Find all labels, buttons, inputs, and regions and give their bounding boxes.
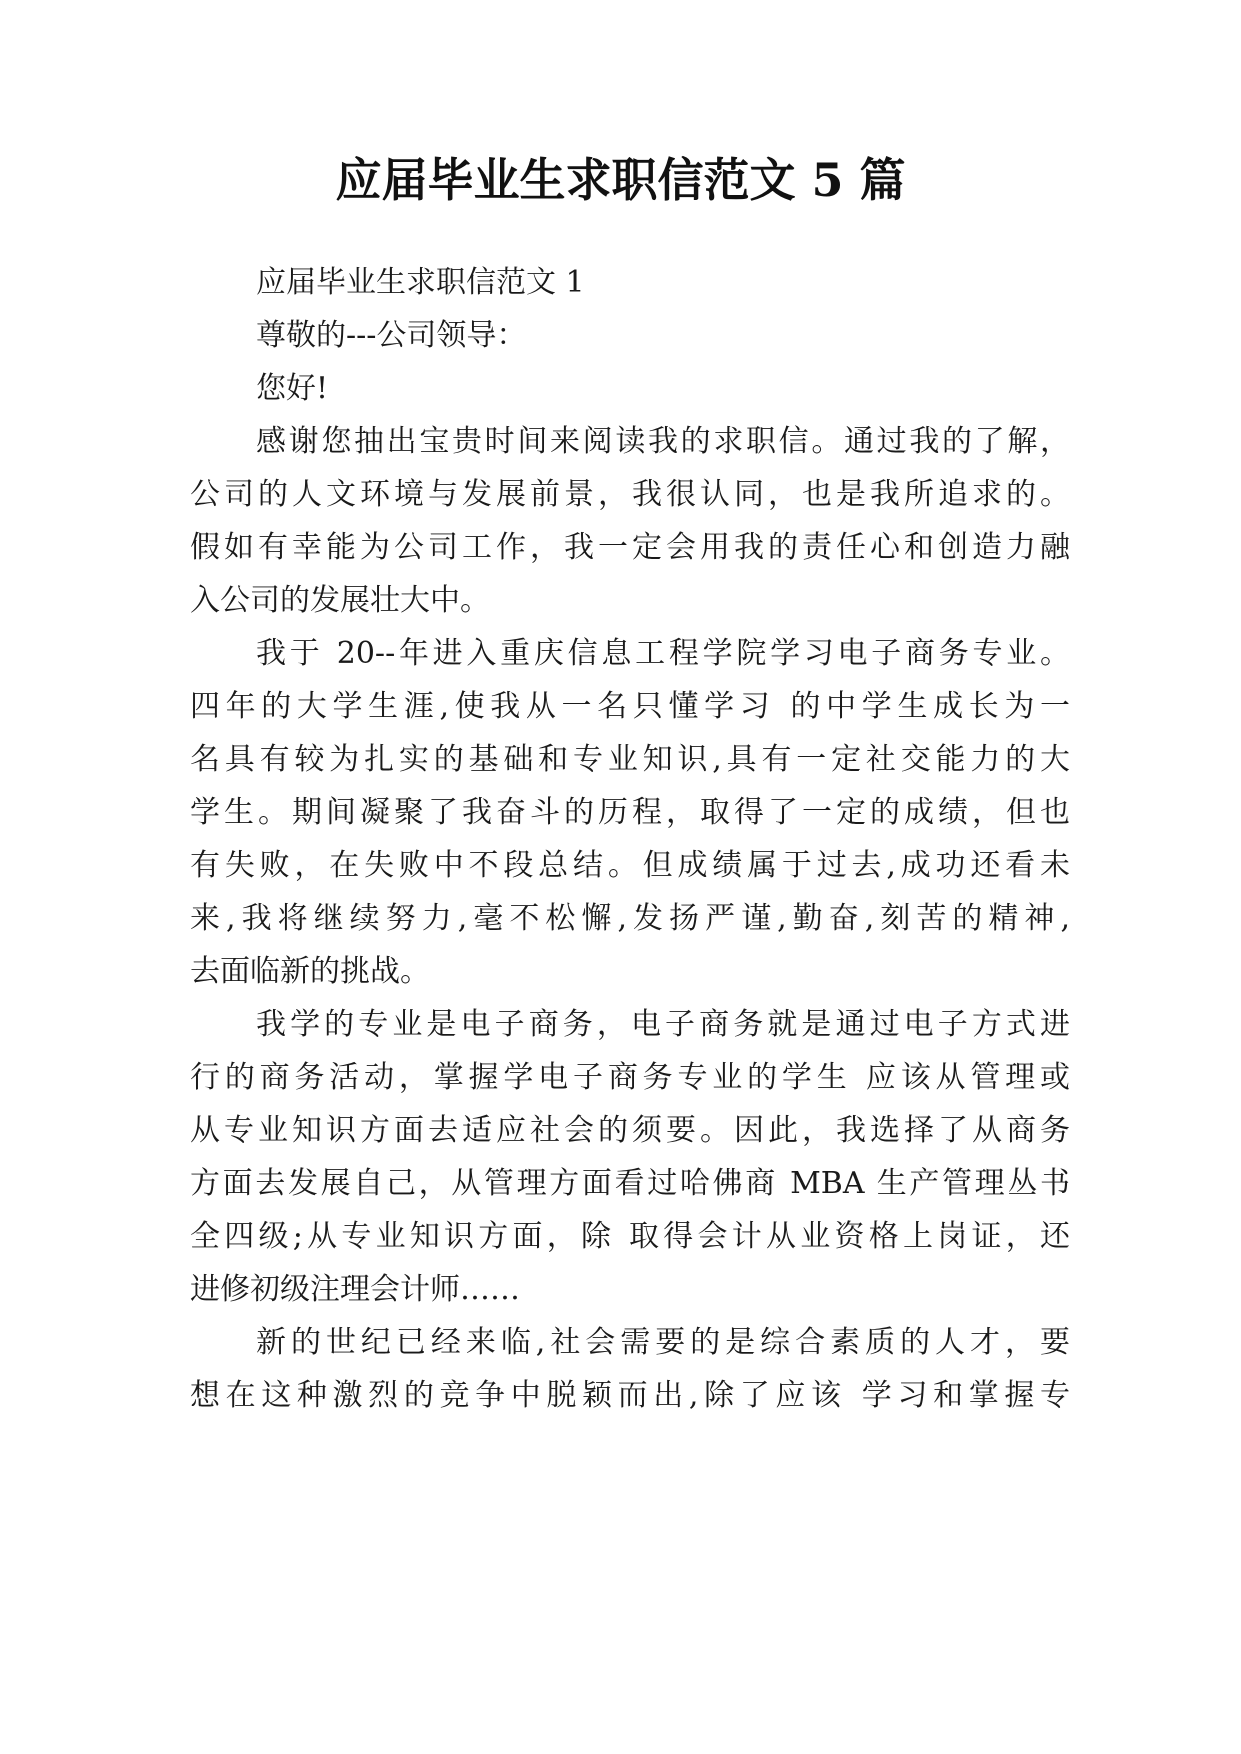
paragraph-line: 入公司的发展壮大中。: [190, 583, 490, 618]
paragraph-line: 行的商务活动，掌握学电子商务专业的学生 应该从管理或: [190, 1060, 1070, 1095]
paragraph-line: 假如有幸能为公司工作，我一定会用我的责任心和创造力融: [190, 530, 1070, 565]
paragraph-line: 新的世纪已经来临,社会需要的是综合素质的人才，要: [256, 1325, 1070, 1360]
paragraph-line: 名具有较为扎实的基础和专业知识,具有一定社交能力的大: [190, 742, 1070, 777]
paragraph-line: 四年的大学生涯,使我从一名只懂学习 的中学生成长为一: [190, 689, 1070, 724]
paragraph-line: 我于 20--年进入重庆信息工程学院学习电子商务专业。: [256, 636, 1070, 671]
paragraph-line: 全四级;从专业知识方面，除 取得会计从业资格上岗证，还: [190, 1219, 1070, 1254]
document-title: 应届毕业生求职信范文 5 篇: [335, 153, 906, 207]
greeting: 您好!: [256, 371, 329, 406]
paragraph-line: 有失败，在失败中不段总结。但成绩属于过去,成功还看未: [190, 848, 1070, 883]
section-heading: 应届毕业生求职信范文 1: [256, 265, 585, 300]
paragraph-line: 想在这种激烈的竞争中脱颖而出,除了应该 学习和掌握专: [190, 1378, 1070, 1413]
paragraph-line: 去面临新的挑战。: [190, 954, 430, 989]
paragraph-line: 方面去发展自己，从管理方面看过哈佛商 MBA 生产管理丛书: [190, 1166, 1070, 1201]
paragraph-line: 进修初级注理会计师……: [190, 1272, 520, 1307]
salutation: 尊敬的---公司领导：: [256, 318, 527, 353]
paragraph-line: 来,我将继续努力,毫不松懈,发扬严谨,勤奋,刻苦的精神,: [190, 901, 1070, 936]
paragraph-line: 学生。期间凝聚了我奋斗的历程，取得了一定的成绩，但也: [190, 795, 1070, 830]
paragraph-line: 从专业知识方面去适应社会的须要。因此，我选择了从商务: [190, 1113, 1070, 1148]
paragraph-line: 我学的专业是电子商务，电子商务就是通过电子方式进: [256, 1007, 1070, 1042]
paragraph-line: 感谢您抽出宝贵时间来阅读我的求职信。通过我的了解，: [256, 424, 1070, 459]
paragraph-line: 公司的人文环境与发展前景，我很认同，也是我所追求的。: [190, 477, 1070, 512]
